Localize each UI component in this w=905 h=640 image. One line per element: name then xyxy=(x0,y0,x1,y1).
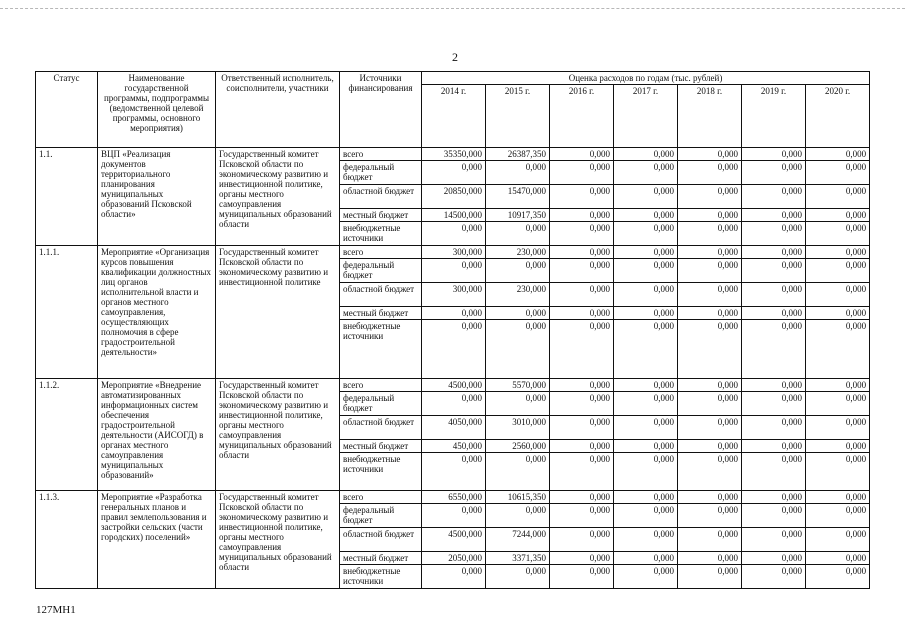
value-cell: 0,000 xyxy=(678,379,742,392)
value-cell: 10917,350 xyxy=(486,209,550,222)
source-cell: местный бюджет xyxy=(340,307,422,320)
value-cell: 0,000 xyxy=(742,246,806,259)
value-cell: 0,000 xyxy=(806,222,870,246)
source-cell: внебюджетные источники xyxy=(340,565,422,589)
status-cell: 1.1. xyxy=(36,148,98,246)
status-cell: 1.1.1. xyxy=(36,246,98,379)
header-program-name: Наименование государственной программы, подпрограммы (ведомственной целевой программы, основного мероприятия) xyxy=(98,72,216,148)
value-cell: 4500,000 xyxy=(422,528,486,552)
value-cell: 0,000 xyxy=(550,307,614,320)
value-cell: 0,000 xyxy=(550,246,614,259)
value-cell: 0,000 xyxy=(678,504,742,528)
value-cell: 0,000 xyxy=(742,440,806,453)
value-cell: 7244,000 xyxy=(486,528,550,552)
value-cell: 0,000 xyxy=(422,504,486,528)
value-cell: 0,000 xyxy=(742,379,806,392)
value-cell: 2050,000 xyxy=(422,552,486,565)
scan-top-line xyxy=(0,8,905,9)
value-cell: 0,000 xyxy=(678,491,742,504)
value-cell: 0,000 xyxy=(422,320,486,379)
value-cell: 0,000 xyxy=(742,222,806,246)
value-cell: 0,000 xyxy=(806,307,870,320)
header-year: 2015 г. xyxy=(486,85,550,148)
value-cell: 6550,000 xyxy=(422,491,486,504)
value-cell: 0,000 xyxy=(614,440,678,453)
value-cell: 0,000 xyxy=(486,504,550,528)
value-cell: 0,000 xyxy=(678,259,742,283)
value-cell: 300,000 xyxy=(422,246,486,259)
source-cell: внебюджетные источники xyxy=(340,222,422,246)
value-cell: 0,000 xyxy=(614,320,678,379)
value-cell: 0,000 xyxy=(614,504,678,528)
source-cell: федеральный бюджет xyxy=(340,259,422,283)
value-cell: 0,000 xyxy=(806,185,870,209)
value-cell: 0,000 xyxy=(614,453,678,491)
value-cell: 0,000 xyxy=(806,379,870,392)
status-cell: 1.1.2. xyxy=(36,379,98,491)
value-cell: 0,000 xyxy=(806,161,870,185)
value-cell: 0,000 xyxy=(742,416,806,440)
value-cell: 300,000 xyxy=(422,283,486,307)
responsible-cell: Государственный комитет Псковской области по экономическому развитию и инвестиционной политике, органы местного самоуправления муниципальных образований области xyxy=(216,148,340,246)
value-cell: 450,000 xyxy=(422,440,486,453)
value-cell: 0,000 xyxy=(550,416,614,440)
value-cell: 0,000 xyxy=(550,209,614,222)
value-cell: 0,000 xyxy=(422,161,486,185)
value-cell: 0,000 xyxy=(806,565,870,589)
value-cell: 5570,000 xyxy=(486,379,550,392)
value-cell: 0,000 xyxy=(550,379,614,392)
source-cell: местный бюджет xyxy=(340,440,422,453)
value-cell: 0,000 xyxy=(678,222,742,246)
value-cell: 0,000 xyxy=(550,320,614,379)
value-cell: 0,000 xyxy=(806,440,870,453)
value-cell: 0,000 xyxy=(614,379,678,392)
document-code: 127МН1 xyxy=(36,604,76,616)
value-cell: 0,000 xyxy=(422,565,486,589)
value-cell: 0,000 xyxy=(678,161,742,185)
value-cell: 0,000 xyxy=(550,453,614,491)
value-cell: 0,000 xyxy=(550,185,614,209)
source-cell: всего xyxy=(340,379,422,392)
value-cell: 0,000 xyxy=(614,392,678,416)
value-cell: 0,000 xyxy=(806,416,870,440)
value-cell: 0,000 xyxy=(742,528,806,552)
value-cell: 0,000 xyxy=(678,148,742,161)
table-row xyxy=(36,491,870,504)
header-year: 2018 г. xyxy=(678,85,742,148)
table-row xyxy=(36,379,870,392)
header-year: 2019 г. xyxy=(742,85,806,148)
header-year: 2020 г. xyxy=(806,85,870,148)
header-year: 2014 г. xyxy=(422,85,486,148)
source-cell: внебюджетные источники xyxy=(340,453,422,491)
value-cell: 2560,000 xyxy=(486,440,550,453)
value-cell: 0,000 xyxy=(486,565,550,589)
value-cell: 0,000 xyxy=(742,552,806,565)
value-cell: 0,000 xyxy=(742,320,806,379)
source-cell: федеральный бюджет xyxy=(340,392,422,416)
value-cell: 0,000 xyxy=(742,453,806,491)
value-cell: 0,000 xyxy=(550,161,614,185)
value-cell: 0,000 xyxy=(614,161,678,185)
value-cell: 0,000 xyxy=(742,307,806,320)
value-cell: 0,000 xyxy=(806,528,870,552)
value-cell: 0,000 xyxy=(742,491,806,504)
value-cell: 0,000 xyxy=(806,246,870,259)
source-cell: областной бюджет xyxy=(340,416,422,440)
value-cell: 15470,000 xyxy=(486,185,550,209)
value-cell: 0,000 xyxy=(806,148,870,161)
value-cell: 20850,000 xyxy=(422,185,486,209)
value-cell: 0,000 xyxy=(806,392,870,416)
value-cell: 0,000 xyxy=(422,307,486,320)
value-cell: 0,000 xyxy=(550,283,614,307)
source-cell: внебюджетные источники xyxy=(340,320,422,379)
source-cell: местный бюджет xyxy=(340,209,422,222)
value-cell: 0,000 xyxy=(614,246,678,259)
value-cell: 0,000 xyxy=(678,565,742,589)
value-cell: 0,000 xyxy=(486,161,550,185)
value-cell: 0,000 xyxy=(742,259,806,283)
source-cell: областной бюджет xyxy=(340,185,422,209)
value-cell: 26387,350 xyxy=(486,148,550,161)
header-responsible: Ответственный исполнитель, соисполнители, участники xyxy=(216,72,340,148)
header-sources: Источники финансирования xyxy=(340,72,422,148)
value-cell: 0,000 xyxy=(742,209,806,222)
table-row xyxy=(36,246,870,259)
value-cell: 0,000 xyxy=(678,283,742,307)
source-cell: местный бюджет xyxy=(340,552,422,565)
value-cell: 0,000 xyxy=(614,185,678,209)
source-cell: всего xyxy=(340,246,422,259)
value-cell: 0,000 xyxy=(422,259,486,283)
header-year: 2017 г. xyxy=(614,85,678,148)
value-cell: 0,000 xyxy=(614,565,678,589)
value-cell: 0,000 xyxy=(614,283,678,307)
value-cell: 3371,350 xyxy=(486,552,550,565)
value-cell: 0,000 xyxy=(422,453,486,491)
value-cell: 230,000 xyxy=(486,283,550,307)
source-cell: областной бюджет xyxy=(340,283,422,307)
value-cell: 14500,000 xyxy=(422,209,486,222)
source-cell: всего xyxy=(340,491,422,504)
value-cell: 3010,000 xyxy=(486,416,550,440)
value-cell: 0,000 xyxy=(806,453,870,491)
value-cell: 0,000 xyxy=(550,491,614,504)
value-cell: 0,000 xyxy=(806,209,870,222)
value-cell: 0,000 xyxy=(806,283,870,307)
value-cell: 0,000 xyxy=(550,222,614,246)
source-cell: всего xyxy=(340,148,422,161)
header-status: Статус xyxy=(36,72,98,148)
value-cell: 0,000 xyxy=(678,209,742,222)
value-cell: 0,000 xyxy=(614,528,678,552)
budget-table xyxy=(35,71,870,589)
responsible-cell: Государственный комитет Псковской области по экономическому развитию и инвестиционной политике, органы местного самоуправления муниципальных образований области xyxy=(216,379,340,491)
value-cell: 0,000 xyxy=(614,307,678,320)
value-cell: 0,000 xyxy=(550,392,614,416)
value-cell: 0,000 xyxy=(678,392,742,416)
value-cell: 0,000 xyxy=(806,504,870,528)
program-name-cell: ВЦП «Реализация документов территориального планирования муниципальных образований Псковской области» xyxy=(98,148,216,246)
value-cell: 0,000 xyxy=(742,392,806,416)
value-cell: 0,000 xyxy=(486,307,550,320)
table-row xyxy=(36,148,870,161)
value-cell: 0,000 xyxy=(678,528,742,552)
value-cell: 0,000 xyxy=(614,209,678,222)
value-cell: 0,000 xyxy=(678,246,742,259)
program-name-cell: Мероприятие «Организация курсов повышения квалификации должностных лиц органов исполнительной власти и органов местного самоуправления, осуществляющих полномочия в сфере градостроительной деятельности» xyxy=(98,246,216,379)
value-cell: 0,000 xyxy=(614,148,678,161)
value-cell: 0,000 xyxy=(550,552,614,565)
value-cell: 0,000 xyxy=(550,259,614,283)
value-cell: 0,000 xyxy=(486,320,550,379)
source-cell: областной бюджет xyxy=(340,528,422,552)
source-cell: федеральный бюджет xyxy=(340,504,422,528)
value-cell: 0,000 xyxy=(486,222,550,246)
status-cell: 1.1.3. xyxy=(36,491,98,589)
page-number: 2 xyxy=(452,50,458,64)
value-cell: 0,000 xyxy=(806,259,870,283)
value-cell: 0,000 xyxy=(742,148,806,161)
value-cell: 0,000 xyxy=(742,504,806,528)
value-cell: 0,000 xyxy=(614,222,678,246)
value-cell: 0,000 xyxy=(678,552,742,565)
value-cell: 0,000 xyxy=(550,504,614,528)
value-cell: 10615,350 xyxy=(486,491,550,504)
value-cell: 0,000 xyxy=(614,491,678,504)
value-cell: 0,000 xyxy=(486,392,550,416)
value-cell: 0,000 xyxy=(422,392,486,416)
header-year: 2016 г. xyxy=(550,85,614,148)
value-cell: 0,000 xyxy=(806,491,870,504)
value-cell: 0,000 xyxy=(742,565,806,589)
program-name-cell: Мероприятие «Разработка генеральных планов и правил землепользования и застройки сельских (части городских) поселений» xyxy=(98,491,216,589)
value-cell: 0,000 xyxy=(678,416,742,440)
program-name-cell: Мероприятие «Внедрение автоматизированных информационных систем обеспечения градостроительной деятельности (АИСОГД) в органах местного самоуправления муниципальных образований» xyxy=(98,379,216,491)
responsible-cell: Государственный комитет Псковской области по экономическому развитию и инвестиционной политике xyxy=(216,246,340,379)
value-cell: 0,000 xyxy=(742,283,806,307)
value-cell: 0,000 xyxy=(550,148,614,161)
value-cell: 0,000 xyxy=(486,453,550,491)
value-cell: 0,000 xyxy=(550,565,614,589)
value-cell: 0,000 xyxy=(806,552,870,565)
value-cell: 0,000 xyxy=(678,440,742,453)
value-cell: 230,000 xyxy=(486,246,550,259)
value-cell: 4050,000 xyxy=(422,416,486,440)
value-cell: 0,000 xyxy=(614,259,678,283)
value-cell: 35350,000 xyxy=(422,148,486,161)
source-cell: федеральный бюджет xyxy=(340,161,422,185)
value-cell: 0,000 xyxy=(678,307,742,320)
value-cell: 0,000 xyxy=(550,528,614,552)
value-cell: 0,000 xyxy=(422,222,486,246)
value-cell: 0,000 xyxy=(486,259,550,283)
value-cell: 0,000 xyxy=(550,440,614,453)
value-cell: 0,000 xyxy=(678,185,742,209)
value-cell: 0,000 xyxy=(806,320,870,379)
value-cell: 0,000 xyxy=(614,552,678,565)
value-cell: 0,000 xyxy=(678,453,742,491)
header-estimate: Оценка расходов по годам (тыс. рублей) xyxy=(422,72,870,85)
value-cell: 0,000 xyxy=(742,185,806,209)
table-body xyxy=(36,148,870,589)
value-cell: 0,000 xyxy=(614,416,678,440)
value-cell: 4500,000 xyxy=(422,379,486,392)
value-cell: 0,000 xyxy=(678,320,742,379)
value-cell: 0,000 xyxy=(742,161,806,185)
responsible-cell: Государственный комитет Псковской области по экономическому развитию и инвестиционной политике, органы местного самоуправления муниципальных образований области xyxy=(216,491,340,589)
